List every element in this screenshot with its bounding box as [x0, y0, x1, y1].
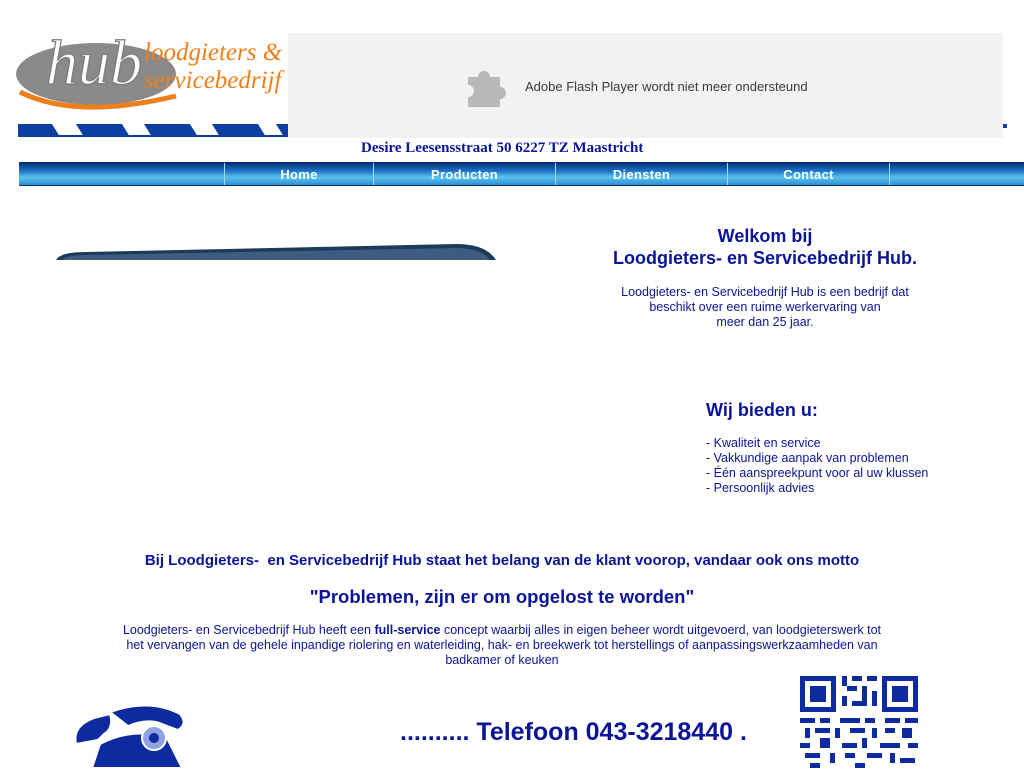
full-service-emphasis: full-service	[374, 623, 441, 637]
service-line-1	[100, 623, 904, 638]
welcome-text-line-3: meer dan 25 jaar.	[716, 315, 814, 329]
hero-image	[56, 244, 496, 260]
list-item: - Kwaliteit en service	[706, 436, 821, 450]
service-line-1-end: concept waarbij alles in eigen beheer wordt uitgevoerd, van loodgieterswerk tot	[440, 623, 882, 637]
motto-intro: Bij Loodgieters- en Servicebedrijf Hub staat het belang van de klant voorop, vandaar ook ons motto	[144, 552, 860, 569]
service-line-2: het vervangen van de gehele inpandige riolering en waterleiding, hak- en breekwerk tot herstellings of aanpassingswerkzaamheden van	[126, 638, 878, 652]
list-item: - Vakkundige aanpak van problemen	[706, 451, 909, 465]
service-description	[100, 623, 904, 668]
decorative-stripe-end	[1003, 124, 1007, 128]
list-item: - Één aanspreekpunt voor al uw klussen	[706, 466, 929, 480]
address-text: Desire Leesensstraat 50 6227 TZ Maastricht	[361, 140, 644, 156]
offer-title: Wij bieden u:	[706, 400, 818, 420]
welcome-title	[560, 225, 970, 269]
flash-message: Adobe Flash Player wordt niet meer ondersteund	[525, 79, 808, 94]
company-logo	[16, 22, 288, 112]
nav-item-producten[interactable]: Producten	[431, 167, 498, 182]
welcome-title-line-1: Welkom bij	[717, 226, 813, 246]
welcome-text	[605, 285, 925, 330]
logo-word: hub	[46, 27, 142, 98]
offer-list	[706, 436, 928, 496]
welcome-text-line-2: beschikt over een ruime werkervaring van	[649, 300, 881, 314]
service-line-3: badkamer of keuken	[445, 653, 559, 667]
qr-code-icon	[800, 676, 918, 768]
motto-quote: "Problemen, zijn er om opgelost te worden"	[309, 586, 695, 607]
logo-tagline-2: servicebedrijf	[144, 67, 282, 94]
logo-tagline-1: loodgieters &	[144, 39, 283, 66]
service-line-1-start: Loodgieters- en Servicebedrijf Hub heeft een	[122, 623, 375, 637]
decorative-stripes	[18, 124, 288, 137]
telephone-icon	[70, 700, 190, 768]
puzzle-piece-icon	[464, 63, 510, 109]
flash-placeholder	[288, 33, 1003, 138]
list-item: - Persoonlijk advies	[706, 481, 815, 495]
nav-item-home[interactable]: Home	[280, 167, 318, 182]
welcome-text-line-1: Loodgieters- en Servicebedrijf Hub is een bedrijf dat	[621, 285, 909, 299]
nav-item-contact[interactable]: Contact	[783, 167, 834, 182]
welcome-title-line-2: Loodgieters- en Servicebedrijf Hub.	[612, 248, 918, 268]
main-navigation	[19, 162, 1024, 186]
nav-item-diensten[interactable]: Diensten	[612, 167, 671, 182]
phone-number[interactable]: .......... Telefoon 043-3218440 .	[400, 718, 747, 746]
